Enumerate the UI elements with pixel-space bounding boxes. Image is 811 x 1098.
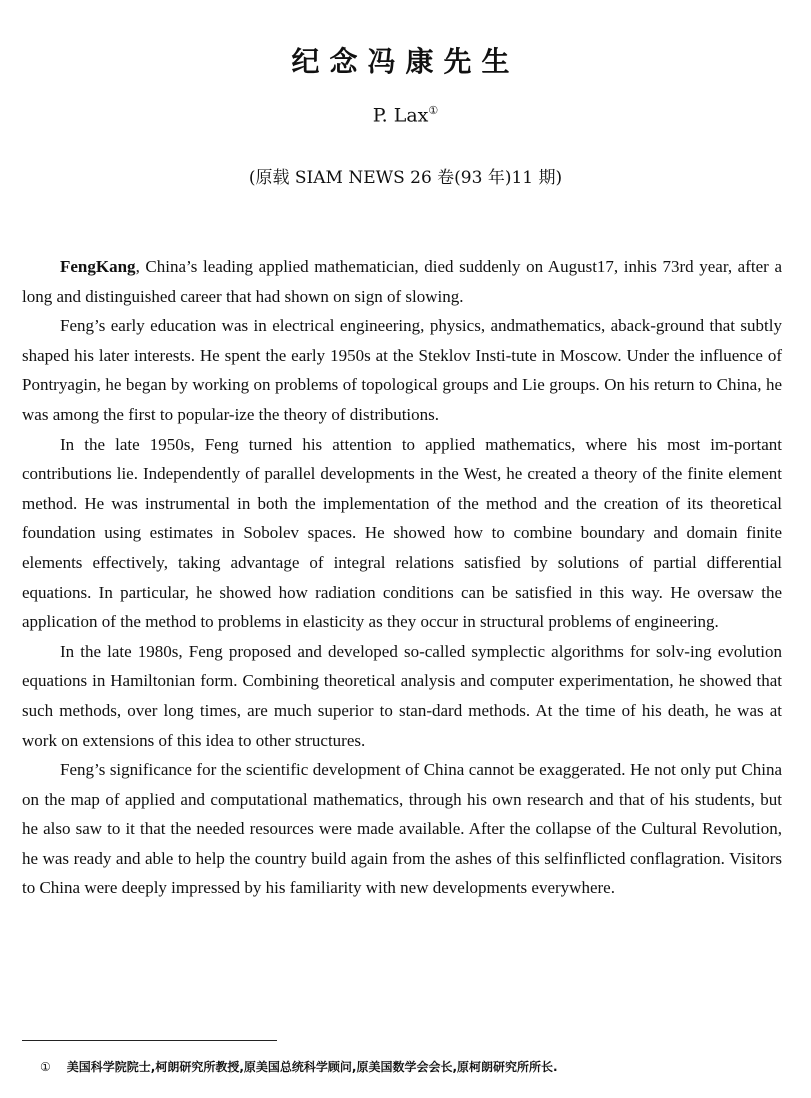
paragraph-3: In the late 1950s, Feng turned his attention to applied mathematics, where his most im-portant contributions lie. Independently of parallel developments in the West, he created a theory of the finite element method. He was instrumental in both the implementation of the method and the creation of its theoretical foundation using estimates in Sobolev spaces. He showed how to combine boundary and domain finite elements effectively, taking advantage of integral relations satisfied by solutions of partial differential equations. In particular, he showed how radiation conditions can be satisfied in this way. He oversaw the application of the method to problems in elasticity as they occur in structural problems of engineering. — [22, 434, 782, 632]
paragraph-text: , China’s leading applied mathematician, died suddenly on August17, inhis 73rd year, after a long and distinguished career that had shown on sign of slowing. — [22, 257, 782, 306]
footnote-divider — [22, 1040, 277, 1041]
source-line: (原载 SIAM NEWS 26 卷(93 年)11 期) — [248, 168, 563, 188]
article-title: 纪念冯康先生 — [291, 45, 520, 78]
paragraph-lead-name: FengKang — [60, 257, 136, 276]
paragraph-4: In the late 1980s, Feng proposed and developed so-called symplectic algorithms for solv-ing evolution equations in Hamiltonian form. Combining theoretical analysis and computer experimentation, he showed that such methods, over long times, are much superior to stan-dard methods. At the time of his death, he was at work on extensions of this idea to other structures. — [22, 641, 782, 750]
paragraph-1 — [22, 252, 782, 311]
author-footnote-mark: ① — [428, 104, 439, 117]
paragraph-5: Feng’s significance for the scientific development of China cannot be exaggerated. He not only put China on the map of applied and computational mathematics, through his own research and that of his students, but he also saw to it that the needed resources were made available. After the collapse of the Cultural Revolution, he was ready and able to help the country build again from the ashes of this selfinflicted conflagration. Visitors to China were deeply impressed by his familiarity with new developments everywhere. — [22, 760, 782, 898]
footnote-text: 美国科学院院士,柯朗研究所教授,原美国总统科学顾问,原美国数学会会长,原柯朗研究所所长. — [66, 1060, 558, 1074]
footnote-mark: ① — [40, 1060, 51, 1074]
paragraph-2: Feng’s early education was in electrical engineering, physics, andmathematics, aback-ground that subtly shaped his later interests. He spent the early 1950s at the Steklov Insti-tute in Moscow. Under the influence of Pontryagin, he began by working on problems of topological groups and Lie groups. On his return to China, he was among the first to popular-ize the theory of distributions. — [22, 316, 782, 424]
author-name: P. Lax — [372, 104, 429, 127]
footnote — [40, 1058, 780, 1075]
article-body — [22, 252, 782, 903]
author-line — [0, 104, 811, 126]
